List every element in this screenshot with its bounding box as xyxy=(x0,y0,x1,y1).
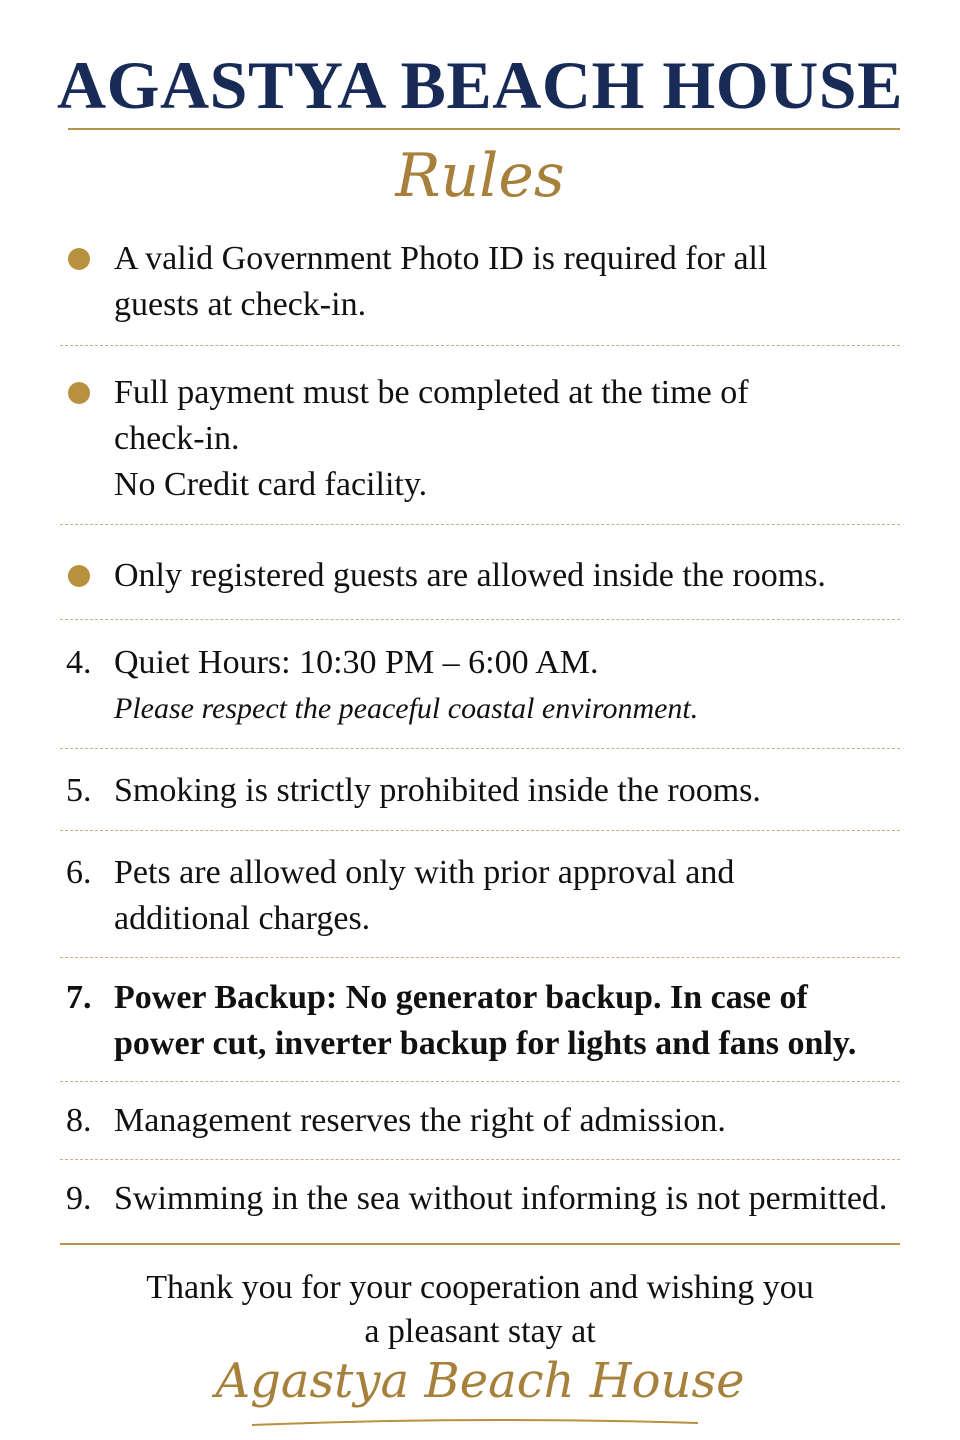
rule-number: 7. xyxy=(66,979,92,1016)
rule-text: Pets are allowed only with prior approval and additional charges. xyxy=(114,854,735,937)
rule-text: Power Backup: No generator backup. In case of power cut, inverter backup for lights and fans only. xyxy=(114,979,857,1062)
bullet-icon xyxy=(68,382,90,404)
rule-number: 6. xyxy=(66,854,92,891)
page-subtitle: Rules xyxy=(395,141,565,211)
rule-note: Please respect the peaceful coastal environment. xyxy=(114,692,699,725)
rule-text: Full payment must be completed at the time of check-in. No Credit card facility. xyxy=(114,374,749,503)
signature-swash-icon xyxy=(250,1418,700,1428)
rule-number: 8. xyxy=(66,1102,92,1139)
rule-number: 9. xyxy=(66,1180,92,1217)
closing-message: Thank you for your cooperation and wishing you a pleasant stay at xyxy=(146,1269,814,1350)
footer-divider xyxy=(60,1243,900,1245)
dashed-divider xyxy=(60,345,900,346)
dashed-divider xyxy=(60,1081,900,1082)
rule-number: 4. xyxy=(66,644,92,681)
signature-logo: Agastya Beach House xyxy=(215,1353,745,1409)
rule-text: Only registered guests are allowed inside the rooms. xyxy=(114,557,826,594)
page-title: AGASTYA BEACH HOUSE xyxy=(57,47,903,123)
dashed-divider xyxy=(60,830,900,831)
bullet-icon xyxy=(68,248,90,270)
bullet-icon xyxy=(68,565,90,587)
rule-text: Management reserves the right of admission. xyxy=(114,1102,726,1139)
dashed-divider xyxy=(60,957,900,958)
rule-text: Quiet Hours: 10:30 PM – 6:00 AM. Please respect the peaceful coastal environment. xyxy=(114,640,914,732)
rule-text: A valid Government Photo ID is required for all guests at check-in. xyxy=(114,240,768,323)
dashed-divider xyxy=(60,524,900,525)
rule-text: Smoking is strictly prohibited inside the rooms. xyxy=(114,772,761,809)
dashed-divider xyxy=(60,748,900,749)
title-divider xyxy=(68,128,900,130)
dashed-divider xyxy=(60,1159,900,1160)
rule-text: Swimming in the sea without informing is not permitted. xyxy=(114,1180,888,1217)
rule-number: 5. xyxy=(66,772,92,809)
dashed-divider xyxy=(60,619,900,620)
